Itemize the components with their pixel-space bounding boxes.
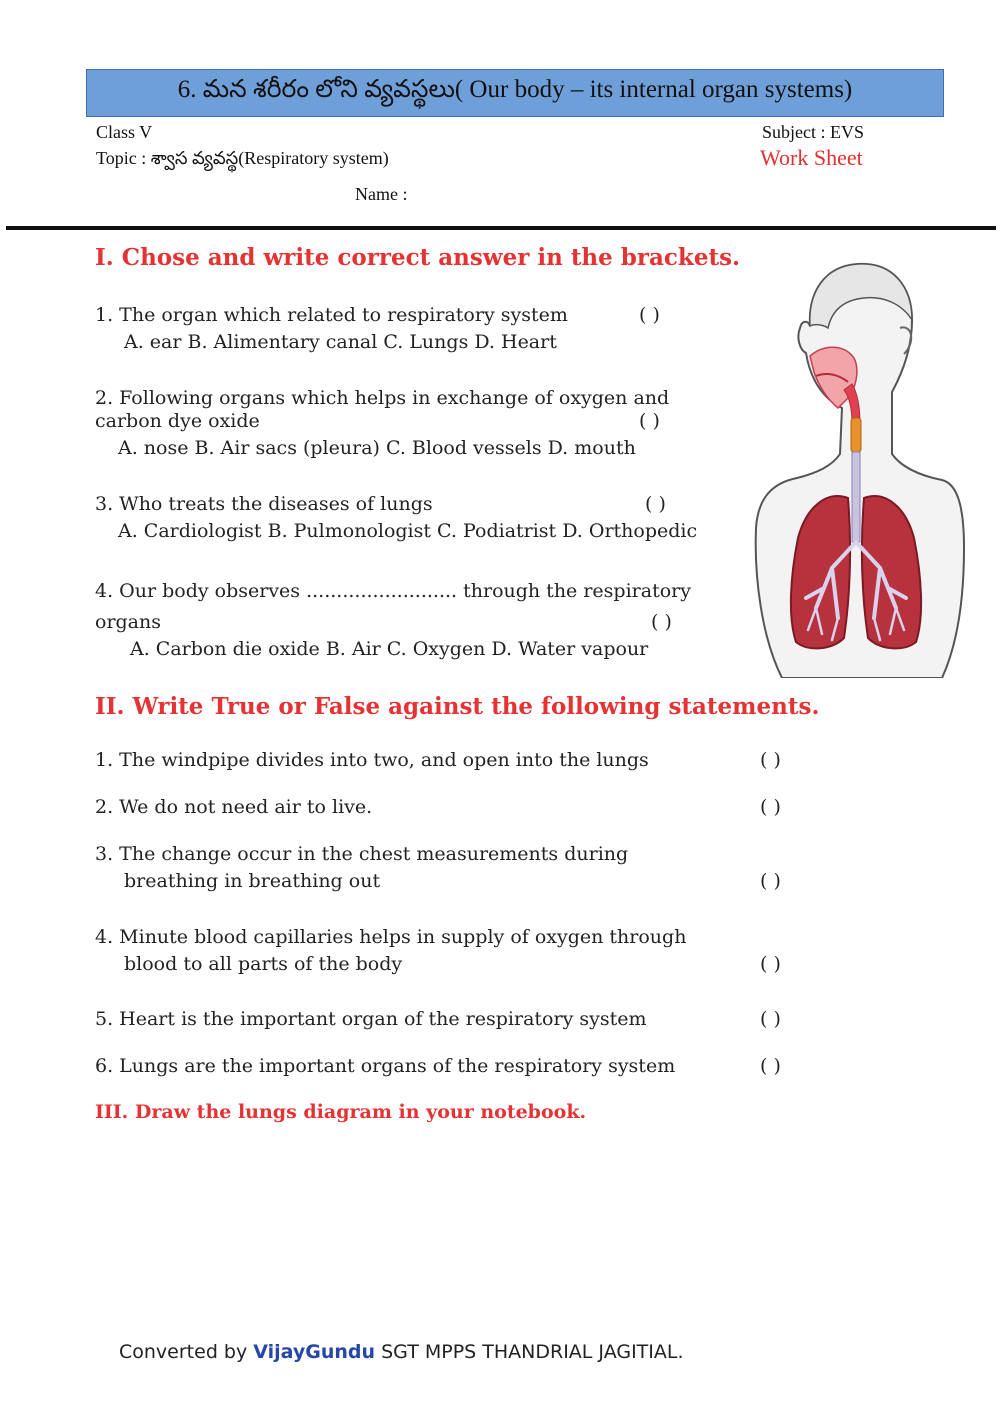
class-label: Class V <box>96 122 153 142</box>
header-divider <box>6 226 996 230</box>
mcq4-options: A. Carbon die oxide B. Air C. Oxygen D. Water vapour <box>130 638 649 660</box>
mcq1-question: 1. The organ which related to respiratory system <box>95 304 568 326</box>
mcq3-answer-bracket[interactable]: ( ) <box>645 493 666 515</box>
tf4-statement-line2: blood to all parts of the body <box>124 953 403 975</box>
worksheet-label: Work Sheet <box>760 145 863 170</box>
mcq2-question-line2: carbon dye oxide <box>95 410 260 432</box>
mcq4-question-line2: organs <box>95 611 161 633</box>
respiratory-system-illustration <box>752 258 967 678</box>
mcq2-options: A. nose B. Air sacs (pleura) C. Blood vessels D. mouth <box>118 437 636 459</box>
mcq2-question-line1: 2. Following organs which helps in exchange of oxygen and <box>95 387 670 409</box>
tf3-statement-line1: 3. The change occur in the chest measurements during <box>95 843 629 865</box>
tf5-answer-bracket[interactable]: ( ) <box>760 1008 781 1030</box>
section3-heading: III. Draw the lungs diagram in your notebook. <box>95 1101 587 1123</box>
mcq1-answer-bracket[interactable]: ( ) <box>639 304 660 326</box>
tf1-statement: 1. The windpipe divides into two, and open into the lungs <box>95 749 649 771</box>
section1-heading: I. Chose and write correct answer in the brackets. <box>95 244 741 271</box>
tf5-statement: 5. Heart is the important organ of the respiratory system <box>95 1008 647 1030</box>
name-label: Name : <box>355 184 408 204</box>
worksheet-title: 6. మన శరీరం లోని వ్యవస్థలు( Our body – its internal organ systems) <box>86 69 944 117</box>
mcq3-question: 3. Who treats the diseases of lungs <box>95 493 433 515</box>
tf2-answer-bracket[interactable]: ( ) <box>760 796 781 818</box>
subject-label: Subject : EVS <box>762 122 864 142</box>
footer-author: VijayGundu <box>253 1341 376 1363</box>
tf4-answer-bracket[interactable]: ( ) <box>760 953 781 975</box>
footer-prefix: Converted by <box>119 1341 254 1363</box>
tf4-statement-line1: 4. Minute blood capillaries helps in supply of oxygen through <box>95 926 687 948</box>
tf3-statement-line2: breathing in breathing out <box>124 870 381 892</box>
section2-heading: II. Write True or False against the following statements. <box>95 693 820 720</box>
topic-label: Topic : శ్వాస వ్యవస్థ(Respiratory system) <box>96 148 389 168</box>
tf2-statement: 2. We do not need air to live. <box>95 796 373 818</box>
footer-credit <box>119 1341 684 1363</box>
tf3-answer-bracket[interactable]: ( ) <box>760 870 781 892</box>
mcq4-answer-bracket[interactable]: ( ) <box>651 611 672 633</box>
tf6-statement: 6. Lungs are the important organs of the respiratory system <box>95 1055 676 1077</box>
mcq3-options: A. Cardiologist B. Pulmonologist C. Podiatrist D. Orthopedic <box>118 520 698 542</box>
tf1-answer-bracket[interactable]: ( ) <box>760 749 781 771</box>
tf6-answer-bracket[interactable]: ( ) <box>760 1055 781 1077</box>
mcq1-options: A. ear B. Alimentary canal C. Lungs D. Heart <box>124 331 557 353</box>
footer-suffix: SGT MPPS THANDRIAL JAGITIAL. <box>375 1341 684 1363</box>
mcq4-question-line1: 4. Our body observes ......................... through the respiratory <box>95 580 691 602</box>
mcq2-answer-bracket[interactable]: ( ) <box>639 410 660 432</box>
